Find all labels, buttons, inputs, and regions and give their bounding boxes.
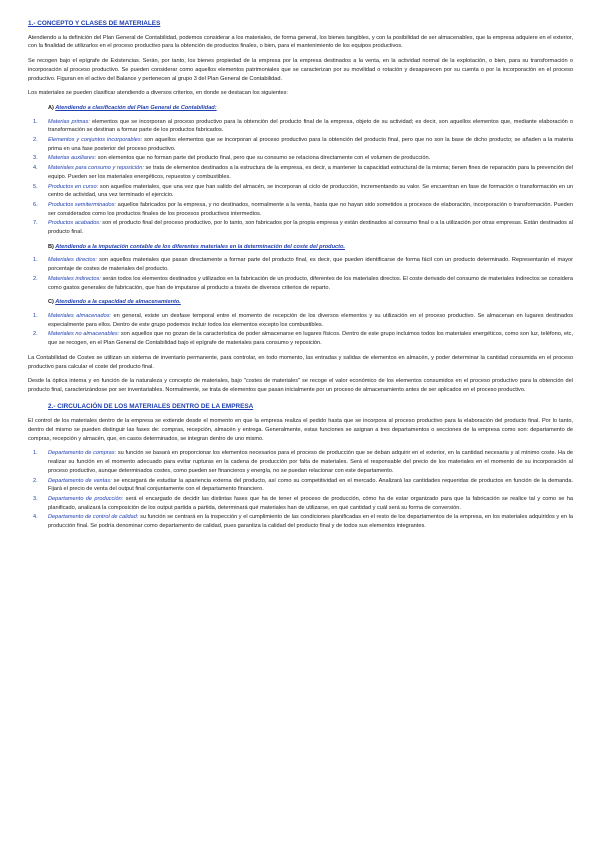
list-item: 1. Departamento de compras: su función se basará en proporcionar los elementos necesarios para el proceso de producción que se deban adquirir en el exterior, en la cantidad necesaria y al mínimo coste. Ha de realizar su función en el momento adecuado para evitar rupturas en la cadena de producción por falta de materiales. Será el responsable del precio de los materiales en el momento de su incorporación al proceso productivo, aunque determinados costes, como pueden ser financieros y energía, no se puedan relacionar con este departamento. (33, 450, 574, 474)
list-item: 2. Materiales no almacenables: son aquellos que no gozan de la característica de poder almacenarse en lugares físicos. Dentro de este grupo incluimos todos los materiales energéticos, como son luz, teléfono, etc, que se recogen, en el Plan General de Contabilidad bajo el epígrafe de materiales para consumo y reposición. (33, 331, 574, 347)
list-item: 2. Elementos y conjuntos incorporables: son aquellos elementos que se incorporan al proceso productivo para la obtención del producto final, pero que no son la base de dicho producto; se añaden a la materia prima en una fase posterior del proceso productivo. (33, 137, 573, 152)
subheading-b: B) Atendiendo a la imputación contable de los diferentes materiales en la determinación del coste del producto. (48, 243, 345, 250)
list-item: 1. Materiales directos: son aquellos materiales que pasan directamente a formar parte del producto final, es decir, que pueden identificarse de forma fácil con un producto determinado. Representarán el mayor porcentaje de costes de materiales del producto. (33, 257, 573, 273)
list-item: 5. Productos en curso: son aquellos materiales, que una vez que han salido del almacén, se incorporan al ciclo de producción, incrementando su valor. Se encuentran en fase de formación o transformación en un centro de actividad, una vez terminado el ejercicio. (33, 183, 574, 199)
list-b (28, 256, 573, 292)
list-a (28, 118, 573, 237)
subheading-a: A) Atendiendo a clasificación del Plan General de Contabilidad: (48, 104, 217, 111)
section-2-title: 2.- CIRCULACIÓN DE LOS MATERIALES DENTRO DE LA EMPRESA (48, 402, 254, 410)
list-item: 6. Productos semiterminados: aquellos fabricados por la empresa, y no destinados, normalmente a la venta, hasta que no hayan sido sometidos a procesos de elaboración, incorporación o transformación. Pueden ser considerados como los productos finales de los procesos productivos intermedios. (33, 201, 573, 217)
list-item: 4. Materiales para consumo y reposición: se trata de elementos destinados a la estructura de la empresa, es decir, a mantener la capacidad estructural de la misma; tienen fines de reparación para la prevención del equipo. Pueden ser los materiales energéticos, repuestos y combustibles. (33, 165, 573, 180)
subheading-c: C) Atendiendo a la capacidad de almacenamiento. (48, 299, 181, 306)
list-item: 7. Productos acabados: son el producto final del proceso productivo, por lo tanto, son fabricados por la propia empresa y están destinados al consumo final o a la utilización por otras empresas. Están destinados al producto final. (33, 220, 573, 236)
document-page (28, 20, 573, 537)
paragraph: Desde la óptica interna y en función de la naturaleza y concepto de materiales, bajo "costes de materiales" se recoge el valor económico de los elementos consumidos en el proceso productivo para la obtención del producto final, caracterizándose por ser inventariables. Normalmente, se trata de elementos que pasan inicialmente por un proceso de almacenamiento antes de ser aplicados en el proceso productivo. (28, 378, 573, 393)
list-item: 1. Materiales almacenados: en general, existe un desfase temporal entre el momento de recepción de los diversos elementos y su utilización en el proceso productivo. Se almacenan en lugares destinados especialmente para ellos. Dentro de este grupo podemos incluir todos los elementos excepto los combustibles. (33, 312, 573, 328)
list-item: 3. Materias auxiliares: son elementos que no forman parte del producto final, pero que su consumo se relaciona directamente con el volumen de producción. (33, 155, 431, 162)
list-departments (28, 449, 573, 530)
paragraph: La Contabilidad de Costes se utilizan un sistema de inventario permanente, para controlar, en todo momento, las entradas y salidas de elementos en almacén, y poder determinar la cantidad consumida en el proceso productivo para calcular el coste del producto final. (28, 354, 573, 370)
list-item: 4. Departamento de control de calidad: su función se centrará en la inspección y el cumplimiento de las condiciones planificadas en el resto de los departamentos de la empresa, en los materiales adquiridos y en la producción final. Se podría denominar como departamento de calidad, pues garantiza la calidad del producto final y de todos sus elementos integrantes. (33, 514, 573, 530)
list-item: 2. Departamento de ventas: se encargará de estudiar la apariencia externa del producto, así como su competitividad en el mercado. Analizará las cantidades requeridas de productos en función de la demanda. Fijará el precio de venta del output final conjuntamente con el departamento financiero. (33, 477, 574, 493)
paragraph: Los materiales se pueden clasificar atendiendo a diversos criterios, en donde se destacan los siguientes: (28, 90, 288, 97)
list-c (28, 312, 573, 348)
list-item: 2. Materiales indirectos: serán todos los elementos destinados y utilizados en la fabricación de un producto, diferentes de los materiales directos. El coste derivado del consumo de materiales indirectos se considera como gastos generales de fabricación, que han de imputarse al producto a través de diversos criterios de reparto. (33, 275, 573, 291)
section-1-title: 1.- CONCEPTO Y CLASES DE MATERIALES (28, 20, 161, 27)
list-item: 1. Materias primas: elementos que se incorporan al proceso productivo para la obtención del producto final de la empresa, objeto de su actividad; es decir, son aquellos elementos que, mediante elaboración o transformación se destinan a formar parte de los productos fabricados. (33, 118, 573, 134)
paragraph: El control de los materiales dentro de la empresa se extiende desde el momento en que la empresa realiza el pedido hasta que se incorpora al proceso productivo para la elaboración del producto final. Por lo tanto, dentro del mismo se pueden distinguir las fases de: compras, recepción, almacén y entrega. Generalmente, estas funciones se asignan a tres departamentos o secciones de la empresa como son: departamento de compras, recepción y almacén, que, en casos determinados, se integran dentro de uno mismo. (28, 418, 573, 442)
list-item: 3. Departamento de producción: será el encargado de decidir las distintas fases que ha de tener el proceso de producción, cómo ha de estar organizado para que la fabricación se realice tal y como se ha planificado, analizará la composición de los output partida a partida, determinará qué materiales han de utilizarse, en qué cantidad y cuál será su forma de conversión. (33, 495, 573, 511)
paragraph: Se recogen bajo el epígrafe de Existencias. Serán, por tanto, los bienes propiedad de la empresa por la empresa destinados a la venta, en la actividad normal de la explotación, o bien, para su transformación o incorporación al proceso productivo. Se pueden considerar como aquellos elementos patrimoniales que se caracterizan por su movilidad o rotación y desaparecen por su cuenta o por la incorporación en el proceso productivo. Figuran en el activo del Balance y pertenecen al grupo 3 del Plan General de Contabilidad. (28, 58, 573, 82)
paragraph: Atendiendo a la definición del Plan General de Contabilidad, podemos considerar a los materiales, de forma general, los bienes tangibles, y con la posibilidad de ser almacenables, que la empresa adquiere en el exterior, con la finalidad de utilizarlos en el proceso productivo para la obtención de productos finales, o bien, para el mantenimiento de los equipos productivos. (28, 34, 573, 50)
